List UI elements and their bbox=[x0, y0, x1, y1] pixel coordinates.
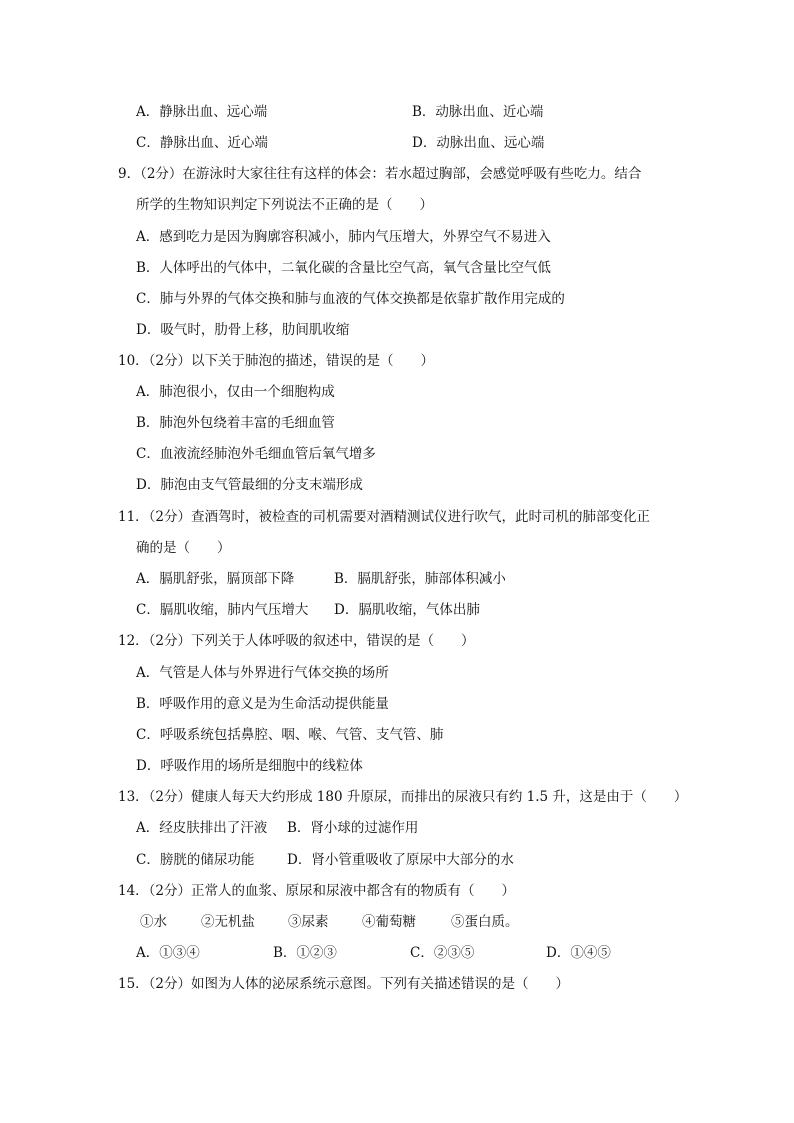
q14-item-4: ④葡萄糖 bbox=[362, 914, 416, 930]
q14-option-a: A．①③④ bbox=[136, 945, 200, 961]
q11-stem-line1: 11．（2分）查酒驾时，被检查的司机需要对酒精测试仪进行吹气，此时司机的肺部变化正 bbox=[118, 509, 651, 525]
q14-option-b: B．①②③ bbox=[273, 945, 337, 961]
q9-stem-line1: 9．（2分）在游泳时大家往往有这样的体会：若水超过胸部，会感觉呼吸有些吃力。结合 bbox=[118, 166, 642, 182]
q13-option-a: A．经皮肤排出了汗液 bbox=[136, 820, 268, 836]
q10-option-a: A．肺泡很小，仅由一个细胞构成 bbox=[136, 384, 335, 400]
q13-stem: 13．（2分）健康人每天大约形成 180 升原尿，而排出的尿液只有约 1.5 升，这是由于（ ） bbox=[118, 789, 688, 805]
q11-option-b: B．膈肌舒张，肺部体积减小 bbox=[334, 571, 506, 587]
q10-stem: 10．（2分）以下关于肺泡的描述，错误的是（ ） bbox=[118, 353, 435, 369]
q11-option-c: C．膈肌收缩，肺内气压增大 bbox=[136, 602, 309, 618]
q12-stem: 12．（2分）下列关于人体呼吸的叙述中，错误的是（ ） bbox=[118, 633, 475, 649]
q14-option-c: C．②③⑤ bbox=[410, 945, 475, 961]
q10-option-d: D．肺泡由支气管最细的分支末端形成 bbox=[136, 477, 363, 493]
q9-option-b: B．人体呼出的气体中，二氧化碳的含量比空气高，氧气含量比空气低 bbox=[136, 260, 551, 276]
q8-option-a: A．静脉出血、远心端 bbox=[136, 104, 268, 120]
q8-option-b: B．动脉出血、近心端 bbox=[412, 104, 544, 120]
q9-option-d: D．吸气时，肋骨上移，肋间肌收缩 bbox=[136, 322, 350, 338]
q14-option-d: D．①④⑤ bbox=[546, 945, 611, 961]
q14-item-3: ③尿素 bbox=[288, 914, 329, 930]
q8-option-d: D．动脉出血、远心端 bbox=[412, 135, 545, 151]
q15-stem: 15．（2分）如图为人体的泌尿系统示意图。下列有关描述错误的是（ ） bbox=[118, 976, 570, 992]
q9-stem-line2: 所学的生物知识判定下列说法不正确的是（ ） bbox=[136, 197, 433, 213]
q10-option-b: B．肺泡外包绕着丰富的毛细血管 bbox=[136, 415, 335, 431]
q14-stem: 14．（2分）正常人的血浆、原尿和尿液中都含有的物质有（ ） bbox=[118, 883, 516, 899]
q10-option-c: C．血液流经肺泡外毛细血管后氧气增多 bbox=[136, 446, 376, 462]
q14-item-1: ①水 bbox=[140, 914, 167, 930]
q13-option-d: D．肾小管重吸收了原尿中大部分的水 bbox=[287, 852, 514, 868]
q12-option-a: A．气管是人体与外界进行气体交换的场所 bbox=[136, 665, 389, 681]
q11-stem-line2: 确的是（ ） bbox=[136, 540, 231, 556]
q9-option-a: A．感到吃力是因为胸廓容积减小，肺内气压增大，外界空气不易进入 bbox=[136, 229, 551, 245]
q11-option-d: D．膈肌收缩，气体出肺 bbox=[334, 602, 480, 618]
q13-option-b: B．肾小球的过滤作用 bbox=[287, 820, 419, 836]
q14-item-5: ⑤蛋白质。 bbox=[451, 914, 519, 930]
q12-option-d: D．呼吸作用的场所是细胞中的线粒体 bbox=[136, 758, 363, 774]
q14-item-2: ②无机盐 bbox=[201, 914, 255, 930]
q8-option-c: C．静脉出血、近心端 bbox=[136, 135, 268, 151]
q9-option-c: C．肺与外界的气体交换和肺与血液的气体交换都是依靠扩散作用完成的 bbox=[136, 291, 565, 307]
q13-option-c: C．膀胱的储尿功能 bbox=[136, 852, 255, 868]
q11-option-a: A．膈肌舒张，膈顶部下降 bbox=[136, 571, 295, 587]
q12-option-c: C．呼吸系统包括鼻腔、咽、喉、气管、支气管、肺 bbox=[136, 727, 444, 743]
q12-option-b: B．呼吸作用的意义是为生命活动提供能量 bbox=[136, 696, 389, 712]
